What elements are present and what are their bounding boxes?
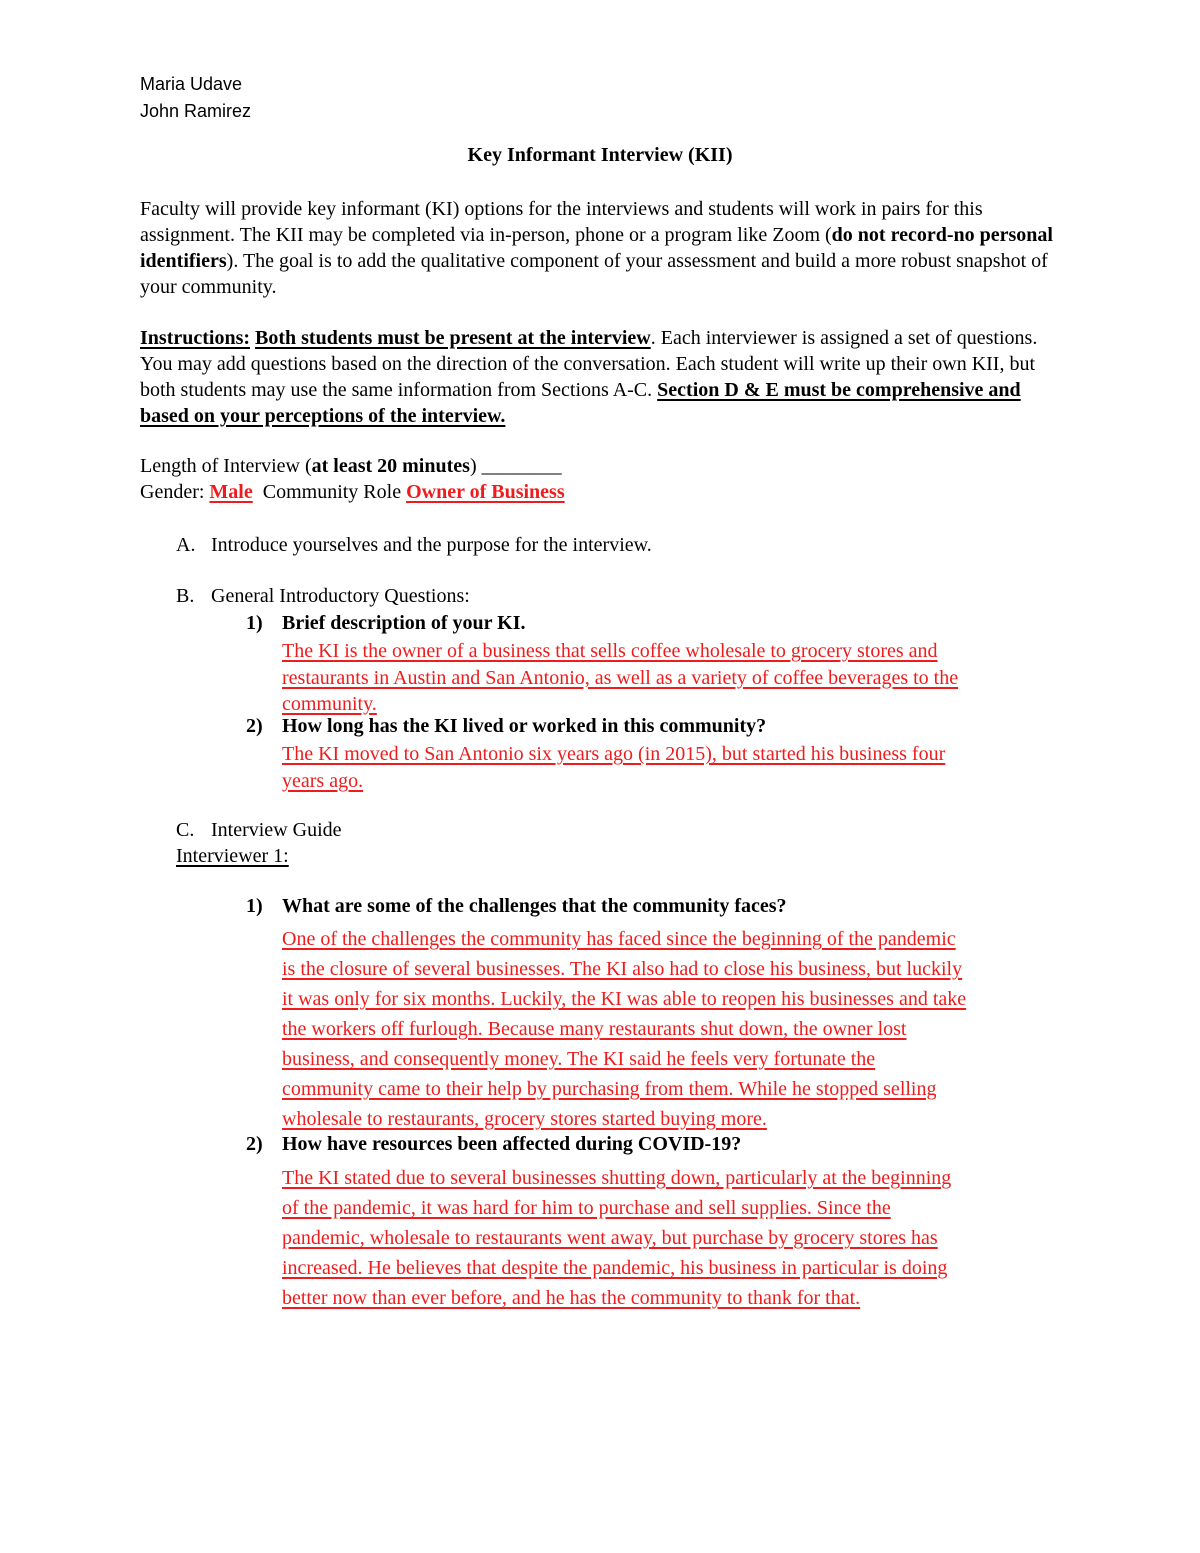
- answer-line: pandemic, wholesale to restaurants went away, but purchase by grocery stores has: [282, 1227, 938, 1249]
- section-c-text: Interview Guide: [211, 819, 342, 841]
- question-text: What are some of the challenges that the community faces?: [282, 895, 787, 917]
- interviewer-label: Interviewer 1:: [176, 845, 289, 867]
- question-number: 2): [246, 1133, 263, 1155]
- author-name: John Ramirez: [140, 101, 252, 121]
- role-value: Owner of Business: [406, 481, 565, 503]
- answer-line: business, and consequently money. The KI said he feels very fortunate the: [282, 1048, 876, 1070]
- role-label: Community Role: [252, 481, 407, 503]
- answer-line: the workers off furlough. Because many restaurants shut down, the owner lost: [282, 1018, 907, 1040]
- gender-value: Male: [209, 481, 253, 503]
- section-b-letter: B.: [176, 585, 195, 607]
- document-title: Key Informant Interview (KII): [467, 144, 733, 166]
- interview-length-line: [140, 455, 562, 478]
- instructions-emphasis: Section D & E must be comprehensive and based on your perceptions of the interview.: [140, 379, 1021, 427]
- answer-line: it was only for six months. Luckily, the KI was able to reopen his businesses and take: [282, 988, 967, 1010]
- length-blank: ) ________: [469, 455, 562, 477]
- answer-line: years ago.: [282, 770, 364, 792]
- answer-line: The KI moved to San Antonio six years ago (in 2015), but started his business four: [282, 743, 946, 765]
- answer-line: better now than ever before, and he has the community to thank for that.: [282, 1287, 861, 1309]
- intro-bold-text: do not record-no personal identifiers: [140, 224, 1053, 272]
- question-number: 2): [246, 715, 263, 737]
- length-label: Length of Interview (: [140, 455, 312, 477]
- instructions-body: . Each interviewer is assigned a set of questions. You may add questions based on the direction of the conversation. Each student will write up their own KII, but both students may use the same information from Sections A-C.: [140, 327, 1038, 401]
- answer-line: community came to their help by purchasing from them. While he stopped selling: [282, 1078, 937, 1100]
- gender-label: Gender:: [140, 481, 210, 503]
- question-number: 1): [246, 895, 263, 917]
- section-a-letter: A.: [176, 534, 196, 556]
- answer-line: community.: [282, 693, 377, 715]
- answer-line: restaurants in Austin and San Antonio, as well as a variety of coffee beverages to the: [282, 666, 959, 689]
- answer-text: [282, 741, 1072, 795]
- question-text: Brief description of your KI.: [282, 612, 526, 634]
- section-c-letter: C.: [176, 819, 195, 841]
- answer-line: is the closure of several businesses. The KI also had to close his business, but luckily: [282, 958, 963, 980]
- length-requirement: at least 20 minutes: [311, 455, 470, 477]
- instructions-paragraph: [140, 325, 1070, 429]
- answer-text: [282, 1163, 1072, 1313]
- instructions-label: Instructions:: [140, 327, 251, 349]
- intro-paragraph: [140, 196, 1070, 300]
- section-a-text: Introduce yourselves and the purpose for the interview.: [211, 534, 652, 556]
- answer-text: [282, 924, 1072, 1134]
- answer-line: One of the challenges the community has faced since the beginning of the pandemic: [282, 928, 956, 950]
- intro-text: Faculty will provide key informant (KI) options for the interviews and students will work in pairs for this assignment. The KII may be completed via in-person, phone or a program like Zoom (: [140, 198, 983, 246]
- answer-text: [282, 638, 1072, 718]
- answer-line: The KI stated due to several businesses shutting down, particularly at the beginning: [282, 1167, 952, 1189]
- answer-line: wholesale to restaurants, grocery stores started buying more.: [282, 1108, 767, 1130]
- answer-line: increased. He believes that despite the pandemic, his business in particular is doing: [282, 1257, 948, 1279]
- intro-text: ). The goal is to add the qualitative component of your assessment and build a more robust snapshot of your community.: [140, 250, 1048, 298]
- answer-line: of the pandemic, it was hard for him to purchase and sell supplies. Since the: [282, 1197, 891, 1219]
- question-text: How have resources been affected during COVID-19?: [282, 1133, 742, 1155]
- section-b-text: General Introductory Questions:: [211, 585, 470, 607]
- question-text: How long has the KI lived or worked in this community?: [282, 715, 767, 737]
- gender-role-line: [140, 481, 565, 504]
- instructions-present: Both students must be present at the interview: [255, 327, 651, 349]
- question-number: 1): [246, 612, 263, 634]
- author-name: Maria Udave: [140, 74, 243, 94]
- answer-line: The KI is the owner of a business that sells coffee wholesale to grocery stores and: [282, 640, 938, 662]
